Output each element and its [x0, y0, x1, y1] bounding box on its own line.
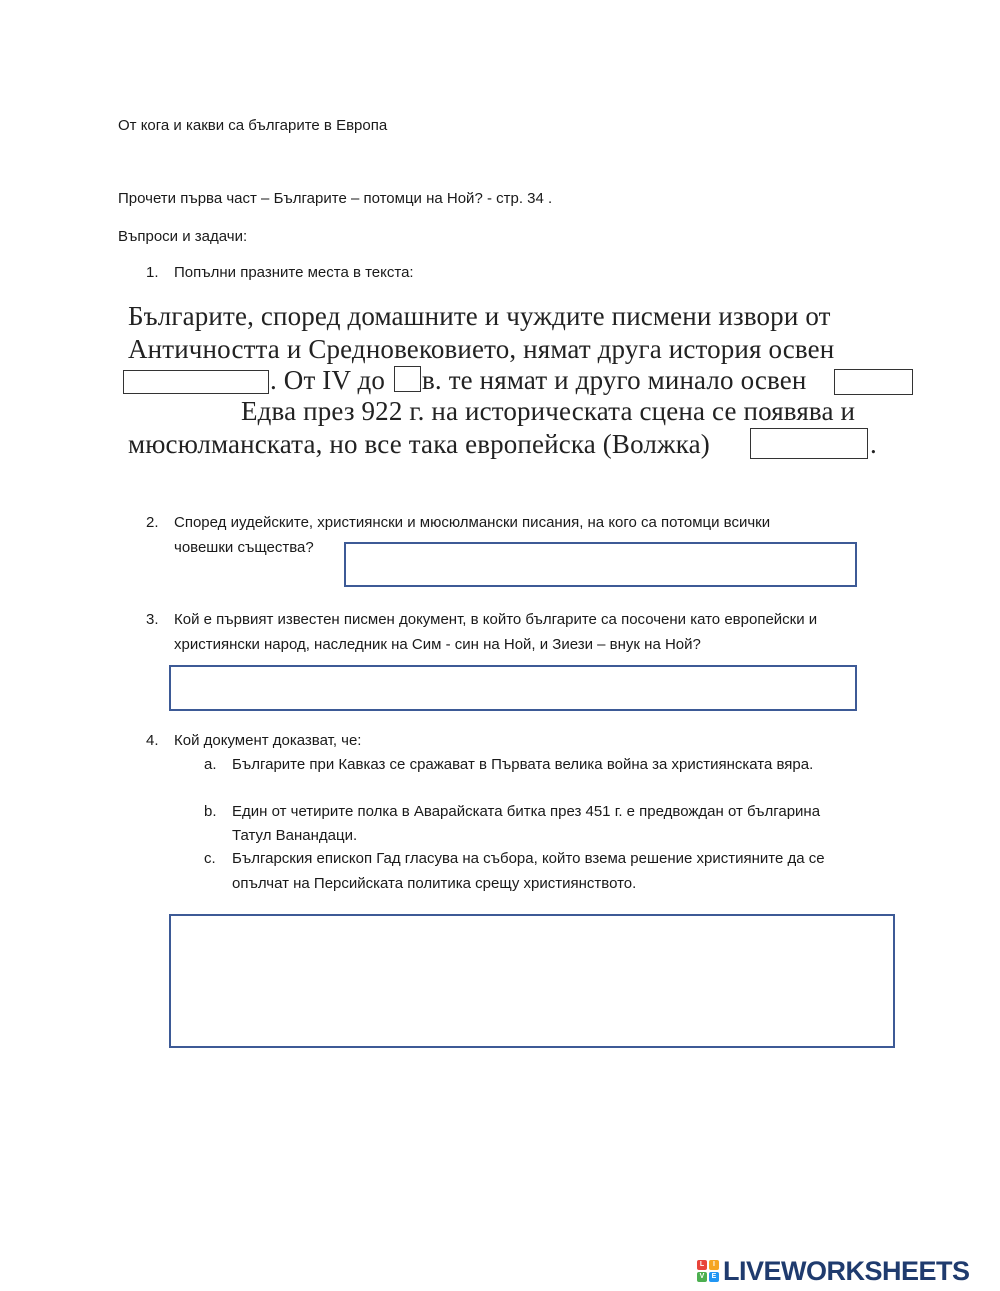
q4-text: Кой документ доказват, че: [174, 732, 362, 749]
reading-instruction: Прочети първа част – Българите – потомци на Ной? - стр. 34 . [118, 190, 553, 207]
logo-mark-v: V [697, 1272, 707, 1282]
passage-line-1: Българите, според домашните и чуждите писмени извори от [128, 301, 831, 331]
q2-number: 2. [146, 514, 159, 531]
q1-text: Попълни празните места в текста: [174, 264, 414, 281]
q2-text-line-2: човешки същества? [174, 539, 314, 556]
q4-item-a-text: Българите при Кавказ се сражават в Първата велика война за християнската вяра. [232, 756, 814, 773]
q4-item-b-text-line-2: Татул Ванандаци. [232, 827, 358, 844]
q4-item-c-text-line-2: опълчат на Персийската политика срещу християнството. [232, 875, 637, 892]
passage-line-2: Античността и Средновековието, нямат друга история освен [128, 334, 835, 364]
page-title: От кога и какви са българите в Европа [118, 117, 388, 134]
q2-answer-input[interactable] [344, 542, 857, 587]
q4-item-c-letter: c. [204, 850, 216, 867]
blank-4-input[interactable] [750, 428, 868, 459]
q4-item-b-text-line-1: Един от четирите полка в Аварайската битка през 451 г. е предвождан от българина [232, 803, 821, 820]
logo-mark-e: E [709, 1272, 719, 1282]
passage-line-3b: в. те нямат и друго минало освен [422, 365, 807, 395]
blank-2-input[interactable] [394, 366, 421, 392]
liveworksheets-logo [697, 1257, 970, 1285]
section-heading: Въпроси и задачи: [118, 228, 248, 245]
logo-mark-icon [697, 1260, 719, 1282]
q1-number: 1. [146, 264, 159, 281]
passage-line-4: Едва през 922 г. на историческата сцена се появява и [241, 396, 856, 426]
passage-line-3a: . От IV до [270, 365, 386, 395]
passage-line-5: мюсюлманската, но все така европейска (Волжка) [128, 429, 710, 459]
q3-answer-input[interactable] [169, 665, 857, 711]
blank-3-input[interactable] [834, 369, 913, 395]
passage-line-5-end: . [870, 429, 877, 459]
logo-mark-i: I [709, 1260, 719, 1270]
q4-item-b-letter: b. [204, 803, 217, 820]
q4-answer-input[interactable] [169, 914, 895, 1048]
q4-number: 4. [146, 732, 159, 749]
q3-text-line-2: християнски народ, наследник на Сим - син на Ной, и Зиези – внук на Ной? [174, 636, 701, 653]
q4-item-a-letter: a. [204, 756, 217, 773]
q2-text-line-1: Според иудейските, християнски и мюсюлмански писания, на кого са потомци всички [174, 514, 771, 531]
q3-number: 3. [146, 611, 159, 628]
q3-text-line-1: Кой е първият известен писмен документ, в който българите са посочени като европейски и [174, 611, 818, 628]
q4-item-c-text-line-1: Българския епископ Гад гласува на събора, който взема решение християните да се [232, 850, 825, 867]
logo-text: LIVEWORKSHEETS [723, 1255, 970, 1286]
logo-mark-l: L [697, 1260, 707, 1270]
blank-1-input[interactable] [123, 370, 269, 394]
